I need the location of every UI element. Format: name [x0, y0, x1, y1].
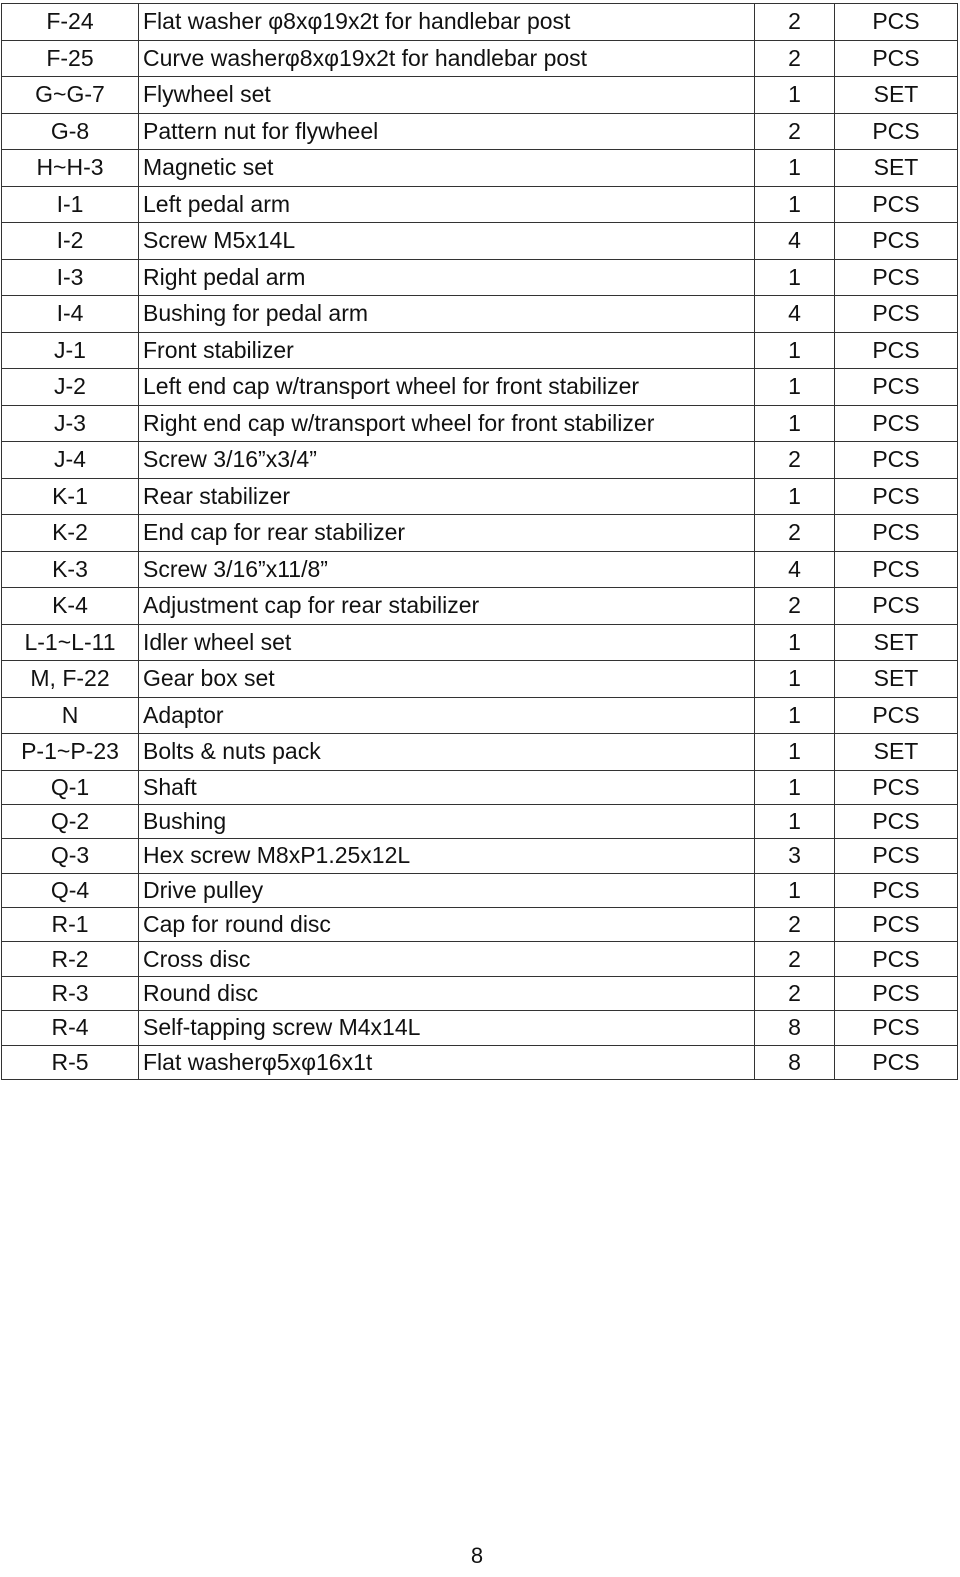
table-row [2, 478, 958, 515]
part-code-cell: R-2 [2, 942, 139, 976]
part-unit-cell: PCS [835, 369, 958, 406]
part-code-cell: K-4 [2, 588, 139, 625]
part-code-cell: N [2, 697, 139, 734]
part-description-cell: Flywheel set [139, 77, 755, 114]
part-description-cell: Right end cap w/transport wheel for front stabilizer [139, 405, 755, 442]
table-row [2, 150, 958, 187]
part-code-cell: K-2 [2, 515, 139, 552]
part-code-cell: I-2 [2, 223, 139, 260]
table-row [2, 734, 958, 771]
part-description-cell: Adjustment cap for rear stabilizer [139, 588, 755, 625]
part-quantity-cell: 1 [755, 804, 835, 838]
table-row [2, 332, 958, 369]
part-quantity-cell: 1 [755, 478, 835, 515]
parts-list-table [1, 3, 958, 1080]
part-description-cell: Curve washerφ8xφ19x2t for handlebar post [139, 40, 755, 77]
part-code-cell: R-5 [2, 1045, 139, 1079]
part-unit-cell: PCS [835, 296, 958, 333]
part-quantity-cell: 2 [755, 442, 835, 479]
table-row [2, 369, 958, 406]
part-code-cell: Q-4 [2, 873, 139, 907]
part-code-cell: I-1 [2, 186, 139, 223]
part-unit-cell: PCS [835, 4, 958, 41]
part-unit-cell: PCS [835, 332, 958, 369]
table-row [2, 908, 958, 942]
part-code-cell: G~G-7 [2, 77, 139, 114]
part-code-cell: F-25 [2, 40, 139, 77]
part-description-cell: Adaptor [139, 697, 755, 734]
part-code-cell: J-4 [2, 442, 139, 479]
part-unit-cell: PCS [835, 259, 958, 296]
table-row [2, 113, 958, 150]
table-row [2, 1045, 958, 1079]
part-unit-cell: PCS [835, 839, 958, 873]
part-unit-cell: PCS [835, 588, 958, 625]
table-row [2, 624, 958, 661]
table-row [2, 839, 958, 873]
part-description-cell: Bushing [139, 804, 755, 838]
table-row [2, 40, 958, 77]
part-code-cell: I-4 [2, 296, 139, 333]
part-quantity-cell: 1 [755, 259, 835, 296]
table-row [2, 77, 958, 114]
part-description-cell: Idler wheel set [139, 624, 755, 661]
part-code-cell: Q-3 [2, 839, 139, 873]
part-unit-cell: PCS [835, 1011, 958, 1045]
part-quantity-cell: 1 [755, 186, 835, 223]
part-description-cell: Flat washerφ5xφ16x1t [139, 1045, 755, 1079]
part-quantity-cell: 1 [755, 734, 835, 771]
table-row [2, 259, 958, 296]
part-description-cell: Self-tapping screw M4x14L [139, 1011, 755, 1045]
part-code-cell: I-3 [2, 259, 139, 296]
part-unit-cell: PCS [835, 40, 958, 77]
part-description-cell: Left pedal arm [139, 186, 755, 223]
part-unit-cell: PCS [835, 942, 958, 976]
part-description-cell: Bushing for pedal arm [139, 296, 755, 333]
part-quantity-cell: 2 [755, 113, 835, 150]
part-quantity-cell: 1 [755, 624, 835, 661]
part-quantity-cell: 4 [755, 223, 835, 260]
part-code-cell: Q-2 [2, 804, 139, 838]
part-unit-cell: PCS [835, 1045, 958, 1079]
part-quantity-cell: 2 [755, 976, 835, 1010]
part-description-cell: Front stabilizer [139, 332, 755, 369]
part-quantity-cell: 1 [755, 369, 835, 406]
part-code-cell: R-1 [2, 908, 139, 942]
part-description-cell: Round disc [139, 976, 755, 1010]
part-description-cell: Cap for round disc [139, 908, 755, 942]
part-unit-cell: SET [835, 77, 958, 114]
part-unit-cell: PCS [835, 697, 958, 734]
part-unit-cell: PCS [835, 223, 958, 260]
table-row [2, 588, 958, 625]
part-quantity-cell: 2 [755, 4, 835, 41]
table-row [2, 976, 958, 1010]
part-code-cell: K-1 [2, 478, 139, 515]
part-quantity-cell: 2 [755, 515, 835, 552]
part-code-cell: G-8 [2, 113, 139, 150]
part-quantity-cell: 2 [755, 40, 835, 77]
part-description-cell: Screw 3/16”x11/8” [139, 551, 755, 588]
part-description-cell: Screw M5x14L [139, 223, 755, 260]
part-code-cell: H~H-3 [2, 150, 139, 187]
part-code-cell: J-2 [2, 369, 139, 406]
part-description-cell: Drive pulley [139, 873, 755, 907]
part-code-cell: F-24 [2, 4, 139, 41]
part-quantity-cell: 4 [755, 296, 835, 333]
part-quantity-cell: 2 [755, 908, 835, 942]
part-quantity-cell: 1 [755, 332, 835, 369]
table-row [2, 442, 958, 479]
part-description-cell: Screw 3/16”x3/4” [139, 442, 755, 479]
part-quantity-cell: 8 [755, 1011, 835, 1045]
parts-list-body [2, 4, 958, 1080]
part-description-cell: Flat washer φ8xφ19x2t for handlebar post [139, 4, 755, 41]
table-row [2, 405, 958, 442]
part-code-cell: Q-1 [2, 770, 139, 804]
part-description-cell: Cross disc [139, 942, 755, 976]
part-code-cell: M, F-22 [2, 661, 139, 698]
part-description-cell: Hex screw M8xP1.25x12L [139, 839, 755, 873]
part-quantity-cell: 4 [755, 551, 835, 588]
part-unit-cell: SET [835, 624, 958, 661]
table-row [2, 1011, 958, 1045]
table-row [2, 515, 958, 552]
part-unit-cell: PCS [835, 113, 958, 150]
table-row [2, 551, 958, 588]
part-quantity-cell: 3 [755, 839, 835, 873]
part-unit-cell: PCS [835, 908, 958, 942]
part-description-cell: Left end cap w/transport wheel for front stabilizer [139, 369, 755, 406]
part-description-cell: Shaft [139, 770, 755, 804]
part-description-cell: Right pedal arm [139, 259, 755, 296]
table-row [2, 942, 958, 976]
part-unit-cell: PCS [835, 405, 958, 442]
part-quantity-cell: 1 [755, 77, 835, 114]
table-row [2, 697, 958, 734]
table-row [2, 296, 958, 333]
part-unit-cell: PCS [835, 515, 958, 552]
table-row [2, 186, 958, 223]
part-unit-cell: PCS [835, 442, 958, 479]
table-row [2, 4, 958, 41]
table-row [2, 661, 958, 698]
part-code-cell: P-1~P-23 [2, 734, 139, 771]
page-number: 8 [470, 1543, 484, 1568]
part-description-cell: Bolts & nuts pack [139, 734, 755, 771]
part-quantity-cell: 1 [755, 150, 835, 187]
table-row [2, 770, 958, 804]
part-code-cell: R-3 [2, 976, 139, 1010]
part-quantity-cell: 1 [755, 405, 835, 442]
part-description-cell: Rear stabilizer [139, 478, 755, 515]
part-code-cell: K-3 [2, 551, 139, 588]
part-description-cell: End cap for rear stabilizer [139, 515, 755, 552]
part-code-cell: L-1~L-11 [2, 624, 139, 661]
part-code-cell: J-3 [2, 405, 139, 442]
part-description-cell: Gear box set [139, 661, 755, 698]
part-unit-cell: SET [835, 661, 958, 698]
table-row [2, 223, 958, 260]
part-description-cell: Pattern nut for flywheel [139, 113, 755, 150]
part-unit-cell: PCS [835, 976, 958, 1010]
part-description-cell: Magnetic set [139, 150, 755, 187]
part-unit-cell: PCS [835, 770, 958, 804]
part-unit-cell: PCS [835, 551, 958, 588]
part-code-cell: R-4 [2, 1011, 139, 1045]
part-unit-cell: SET [835, 734, 958, 771]
table-row [2, 804, 958, 838]
part-quantity-cell: 2 [755, 588, 835, 625]
part-quantity-cell: 1 [755, 661, 835, 698]
part-unit-cell: SET [835, 150, 958, 187]
part-unit-cell: PCS [835, 804, 958, 838]
part-unit-cell: PCS [835, 478, 958, 515]
part-quantity-cell: 1 [755, 873, 835, 907]
part-quantity-cell: 1 [755, 697, 835, 734]
part-unit-cell: PCS [835, 873, 958, 907]
part-quantity-cell: 2 [755, 942, 835, 976]
table-row [2, 873, 958, 907]
part-code-cell: J-1 [2, 332, 139, 369]
part-unit-cell: PCS [835, 186, 958, 223]
part-quantity-cell: 8 [755, 1045, 835, 1079]
part-quantity-cell: 1 [755, 770, 835, 804]
